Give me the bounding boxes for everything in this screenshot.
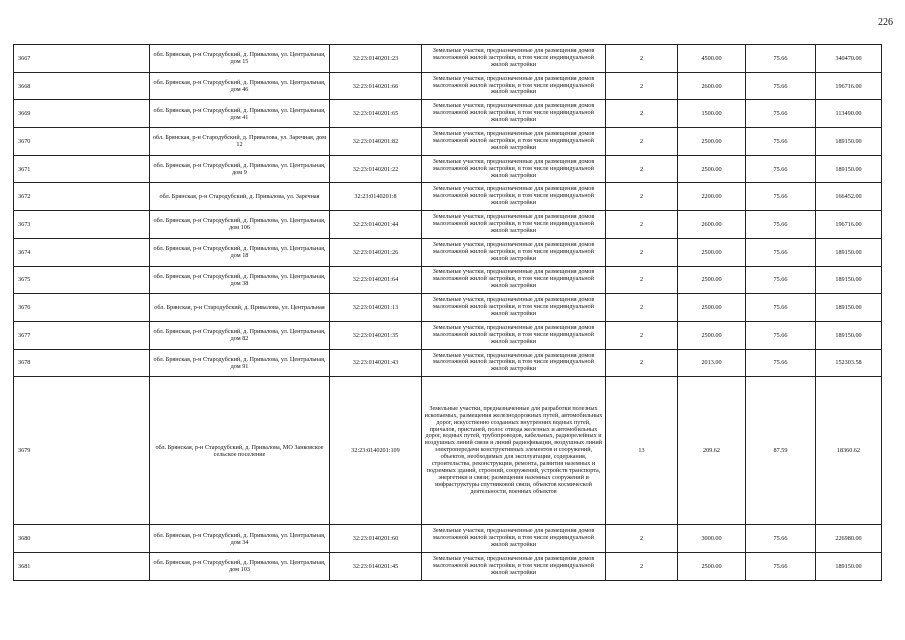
cadastral-number-cell: 32:23:0140201:60: [330, 525, 422, 553]
cadastral-number-cell: 32:23:0140201:45: [330, 552, 422, 580]
cadastral-value-cell: 189150.00: [816, 266, 882, 294]
address-cell: обл. Брянская, р-н Стародубский, д. Привалова, ул. Центральная, дом 103: [150, 552, 330, 580]
land-purpose-cell: Земельные участки, предназначенные для размещения домов малоэтажной жилой застройки, в том числе индивидуальной жилой застройки: [422, 525, 606, 553]
cadastral-value-cell: 189150.00: [816, 294, 882, 322]
table-row: [14, 100, 882, 128]
cadastral-number-cell: 32:23:0140201:22: [330, 155, 422, 183]
group-cell: 2: [606, 211, 678, 239]
area-cell: 2013.00: [678, 349, 746, 377]
table-row: [14, 552, 882, 580]
land-purpose-cell: Земельные участки, предназначенные для размещения домов малоэтажной жилой застройки, в том числе индивидуальной жилой застройки: [422, 321, 606, 349]
land-purpose-cell: Земельные участки, предназначенные для разработки полезных ископаемых, размещения железнодорожных путей, автомобильных дорог, искусственно созданных внутренних водных путей, причалов, пристаней, полос отвода железных и автомобильных дорог, водных путей, трубопроводов, кабельных, радиорелейных и воздушных линий связи и линий радиофикации, воздушных линий электропередачи конструктивных элементов и сооружений, объектов, необходимых для эксплуатации, содержания, строительства, реконструкции, ремонта, развития наземных и подземных зданий, строений, сооружений, устройств транспорта, энергетики и связи; размещения наземных сооружений и инфраструктуры спутниковой связи, объектов космической деятельности, военных объектов: [422, 377, 606, 525]
cadastral-number-cell: 32:23:0140201:109: [330, 377, 422, 525]
cadastral-value-cell: 189150.00: [816, 552, 882, 580]
cadastral-number-cell: 32:23:0140201:64: [330, 266, 422, 294]
table-row: [14, 128, 882, 156]
table-row: [14, 183, 882, 211]
row-number: 3680: [14, 525, 150, 553]
group-cell: 2: [606, 525, 678, 553]
area-cell: 2600.00: [678, 72, 746, 100]
row-number: 3671: [14, 155, 150, 183]
cadastral-value-cell: 196716.00: [816, 72, 882, 100]
table-row: [14, 321, 882, 349]
table-row: [14, 349, 882, 377]
specific-value-cell: 75.66: [746, 525, 816, 553]
row-number: 3672: [14, 183, 150, 211]
group-cell: 2: [606, 238, 678, 266]
specific-value-cell: 87.59: [746, 377, 816, 525]
cadastral-number-cell: 32:23:0140201:65: [330, 100, 422, 128]
specific-value-cell: 75.66: [746, 100, 816, 128]
address-cell: обл. Брянская, р-н Стародубский, д. Привалова, ул. Заречная, дом 12: [150, 128, 330, 156]
group-cell: 2: [606, 183, 678, 211]
cadastral-value-cell: 189150.00: [816, 321, 882, 349]
area-cell: 1500.00: [678, 100, 746, 128]
land-purpose-cell: Земельные участки, предназначенные для размещения домов малоэтажной жилой застройки, в том числе индивидуальной жилой застройки: [422, 100, 606, 128]
cadastral-value-cell: 226980.00: [816, 525, 882, 553]
address-cell: обл. Брянская, р-н Стародубский, д. Привалова, ул. Центральная, дом 91: [150, 349, 330, 377]
area-cell: 2500.00: [678, 238, 746, 266]
address-cell: обл. Брянская, р-н Стародубский, д. Привалова, ул. Центральная, дом 41: [150, 100, 330, 128]
table-row: [14, 45, 882, 73]
land-purpose-cell: Земельные участки, предназначенные для размещения домов малоэтажной жилой застройки, в том числе индивидуальной жилой застройки: [422, 183, 606, 211]
registry-body: [14, 45, 882, 581]
row-number: 3674: [14, 238, 150, 266]
area-cell: 2500.00: [678, 321, 746, 349]
cadastral-number-cell: 32:23:0140201:43: [330, 349, 422, 377]
table-row: [14, 525, 882, 553]
land-purpose-cell: Земельные участки, предназначенные для размещения домов малоэтажной жилой застройки, в том числе индивидуальной жилой застройки: [422, 72, 606, 100]
area-cell: 2500.00: [678, 294, 746, 322]
group-cell: 13: [606, 377, 678, 525]
specific-value-cell: 75.66: [746, 72, 816, 100]
specific-value-cell: 75.66: [746, 183, 816, 211]
cadastral-value-cell: 113490.00: [816, 100, 882, 128]
address-cell: обл. Брянская, р-н Стародубский, д. Привалова, ул. Заречная: [150, 183, 330, 211]
cadastral-number-cell: 32:23:0140201:82: [330, 128, 422, 156]
address-cell: обл. Брянская, р-н Стародубский, д. Привалова, МО Занковское сельское поселение: [150, 377, 330, 525]
cadastral-number-cell: 32:23:0140201:23: [330, 45, 422, 73]
cadastral-value-cell: 18360.62: [816, 377, 882, 525]
row-number: 3669: [14, 100, 150, 128]
group-cell: 2: [606, 72, 678, 100]
table-row: [14, 266, 882, 294]
address-cell: обл. Брянская, р-н Стародубский, д. Привалова, ул. Центральная, дом 106: [150, 211, 330, 239]
row-number: 3667: [14, 45, 150, 73]
table-row: [14, 238, 882, 266]
table-row: [14, 294, 882, 322]
cadastral-value-cell: 189150.00: [816, 238, 882, 266]
specific-value-cell: 75.66: [746, 128, 816, 156]
area-cell: 3000.00: [678, 525, 746, 553]
row-number: 3670: [14, 128, 150, 156]
group-cell: 2: [606, 552, 678, 580]
cadastral-number-cell: 32:23:0140201:13: [330, 294, 422, 322]
address-cell: обл. Брянская, р-н Стародубский, д. Привалова, ул. Центральная, дом 9: [150, 155, 330, 183]
specific-value-cell: 75.66: [746, 266, 816, 294]
address-cell: обл. Брянская, р-н Стародубский, д. Привалова, ул. Центральная, дом 15: [150, 45, 330, 73]
cadastral-number-cell: 32:23:0140201:44: [330, 211, 422, 239]
cadastral-value-cell: 340470.00: [816, 45, 882, 73]
area-cell: 2500.00: [678, 266, 746, 294]
cadastral-value-cell: 196716.00: [816, 211, 882, 239]
group-cell: 2: [606, 294, 678, 322]
specific-value-cell: 75.66: [746, 238, 816, 266]
group-cell: 2: [606, 155, 678, 183]
area-cell: 4500.00: [678, 45, 746, 73]
specific-value-cell: 75.66: [746, 349, 816, 377]
area-cell: 2200.00: [678, 183, 746, 211]
row-number: 3679: [14, 377, 150, 525]
table-row: [14, 211, 882, 239]
land-purpose-cell: Земельные участки, предназначенные для размещения домов малоэтажной жилой застройки, в том числе индивидуальной жилой застройки: [422, 349, 606, 377]
area-cell: 2500.00: [678, 128, 746, 156]
cadastral-value-cell: 189150.00: [816, 155, 882, 183]
specific-value-cell: 75.66: [746, 552, 816, 580]
area-cell: 2500.00: [678, 155, 746, 183]
cadastral-number-cell: 32:23:0140201:8: [330, 183, 422, 211]
cadastral-value-cell: 189150.00: [816, 128, 882, 156]
area-cell: 209.62: [678, 377, 746, 525]
address-cell: обл. Брянская, р-н Стародубский, д. Привалова, ул. Центральная, дом 82: [150, 321, 330, 349]
address-cell: обл. Брянская, р-н Стародубский, д. Привалова, ул. Центральная, дом 18: [150, 238, 330, 266]
land-purpose-cell: Земельные участки, предназначенные для размещения домов малоэтажной жилой застройки, в том числе индивидуальной жилой застройки: [422, 238, 606, 266]
cadastral-value-cell: 152303.58: [816, 349, 882, 377]
address-cell: обл. Брянская, р-н Стародубский, д. Привалова, ул. Центральная, дом 34: [150, 525, 330, 553]
cadastral-number-cell: 32:23:0140201:35: [330, 321, 422, 349]
row-number: 3668: [14, 72, 150, 100]
group-cell: 2: [606, 266, 678, 294]
address-cell: обл. Брянская, р-н Стародубский, д. Привалова, ул. Центральная, дом 38: [150, 266, 330, 294]
row-number: 3681: [14, 552, 150, 580]
land-purpose-cell: Земельные участки, предназначенные для размещения домов малоэтажной жилой застройки, в том числе индивидуальной жилой застройки: [422, 266, 606, 294]
land-purpose-cell: Земельные участки, предназначенные для размещения домов малоэтажной жилой застройки, в том числе индивидуальной жилой застройки: [422, 211, 606, 239]
specific-value-cell: 75.66: [746, 294, 816, 322]
group-cell: 2: [606, 349, 678, 377]
table-row: [14, 155, 882, 183]
row-number: 3673: [14, 211, 150, 239]
row-number: 3675: [14, 266, 150, 294]
specific-value-cell: 75.66: [746, 45, 816, 73]
land-registry-table: [13, 44, 882, 581]
row-number: 3677: [14, 321, 150, 349]
land-purpose-cell: Земельные участки, предназначенные для размещения домов малоэтажной жилой застройки, в том числе индивидуальной жилой застройки: [422, 552, 606, 580]
specific-value-cell: 75.66: [746, 211, 816, 239]
cadastral-number-cell: 32:23:0140201:66: [330, 72, 422, 100]
land-purpose-cell: Земельные участки, предназначенные для размещения домов малоэтажной жилой застройки, в том числе индивидуальной жилой застройки: [422, 294, 606, 322]
cadastral-number-cell: 32:23:0140201:26: [330, 238, 422, 266]
land-purpose-cell: Земельные участки, предназначенные для размещения домов малоэтажной жилой застройки, в том числе индивидуальной жилой застройки: [422, 128, 606, 156]
row-number: 3676: [14, 294, 150, 322]
address-cell: обл. Брянская, р-н Стародубский, д. Привалова, ул. Центральная: [150, 294, 330, 322]
cadastral-value-cell: 166452.00: [816, 183, 882, 211]
specific-value-cell: 75.66: [746, 321, 816, 349]
group-cell: 2: [606, 128, 678, 156]
table-row: [14, 72, 882, 100]
land-purpose-cell: Земельные участки, предназначенные для размещения домов малоэтажной жилой застройки, в том числе индивидуальной жилой застройки: [422, 45, 606, 73]
table-row: [14, 377, 882, 525]
specific-value-cell: 75.66: [746, 155, 816, 183]
row-number: 3678: [14, 349, 150, 377]
area-cell: 2500.00: [678, 552, 746, 580]
area-cell: 2600.00: [678, 211, 746, 239]
group-cell: 2: [606, 321, 678, 349]
page-number: 226: [878, 17, 893, 28]
group-cell: 2: [606, 45, 678, 73]
land-purpose-cell: Земельные участки, предназначенные для размещения домов малоэтажной жилой застройки, в том числе индивидуальной жилой застройки: [422, 155, 606, 183]
address-cell: обл. Брянская, р-н Стародубский, д. Привалова, ул. Центральная, дом 46: [150, 72, 330, 100]
group-cell: 2: [606, 100, 678, 128]
